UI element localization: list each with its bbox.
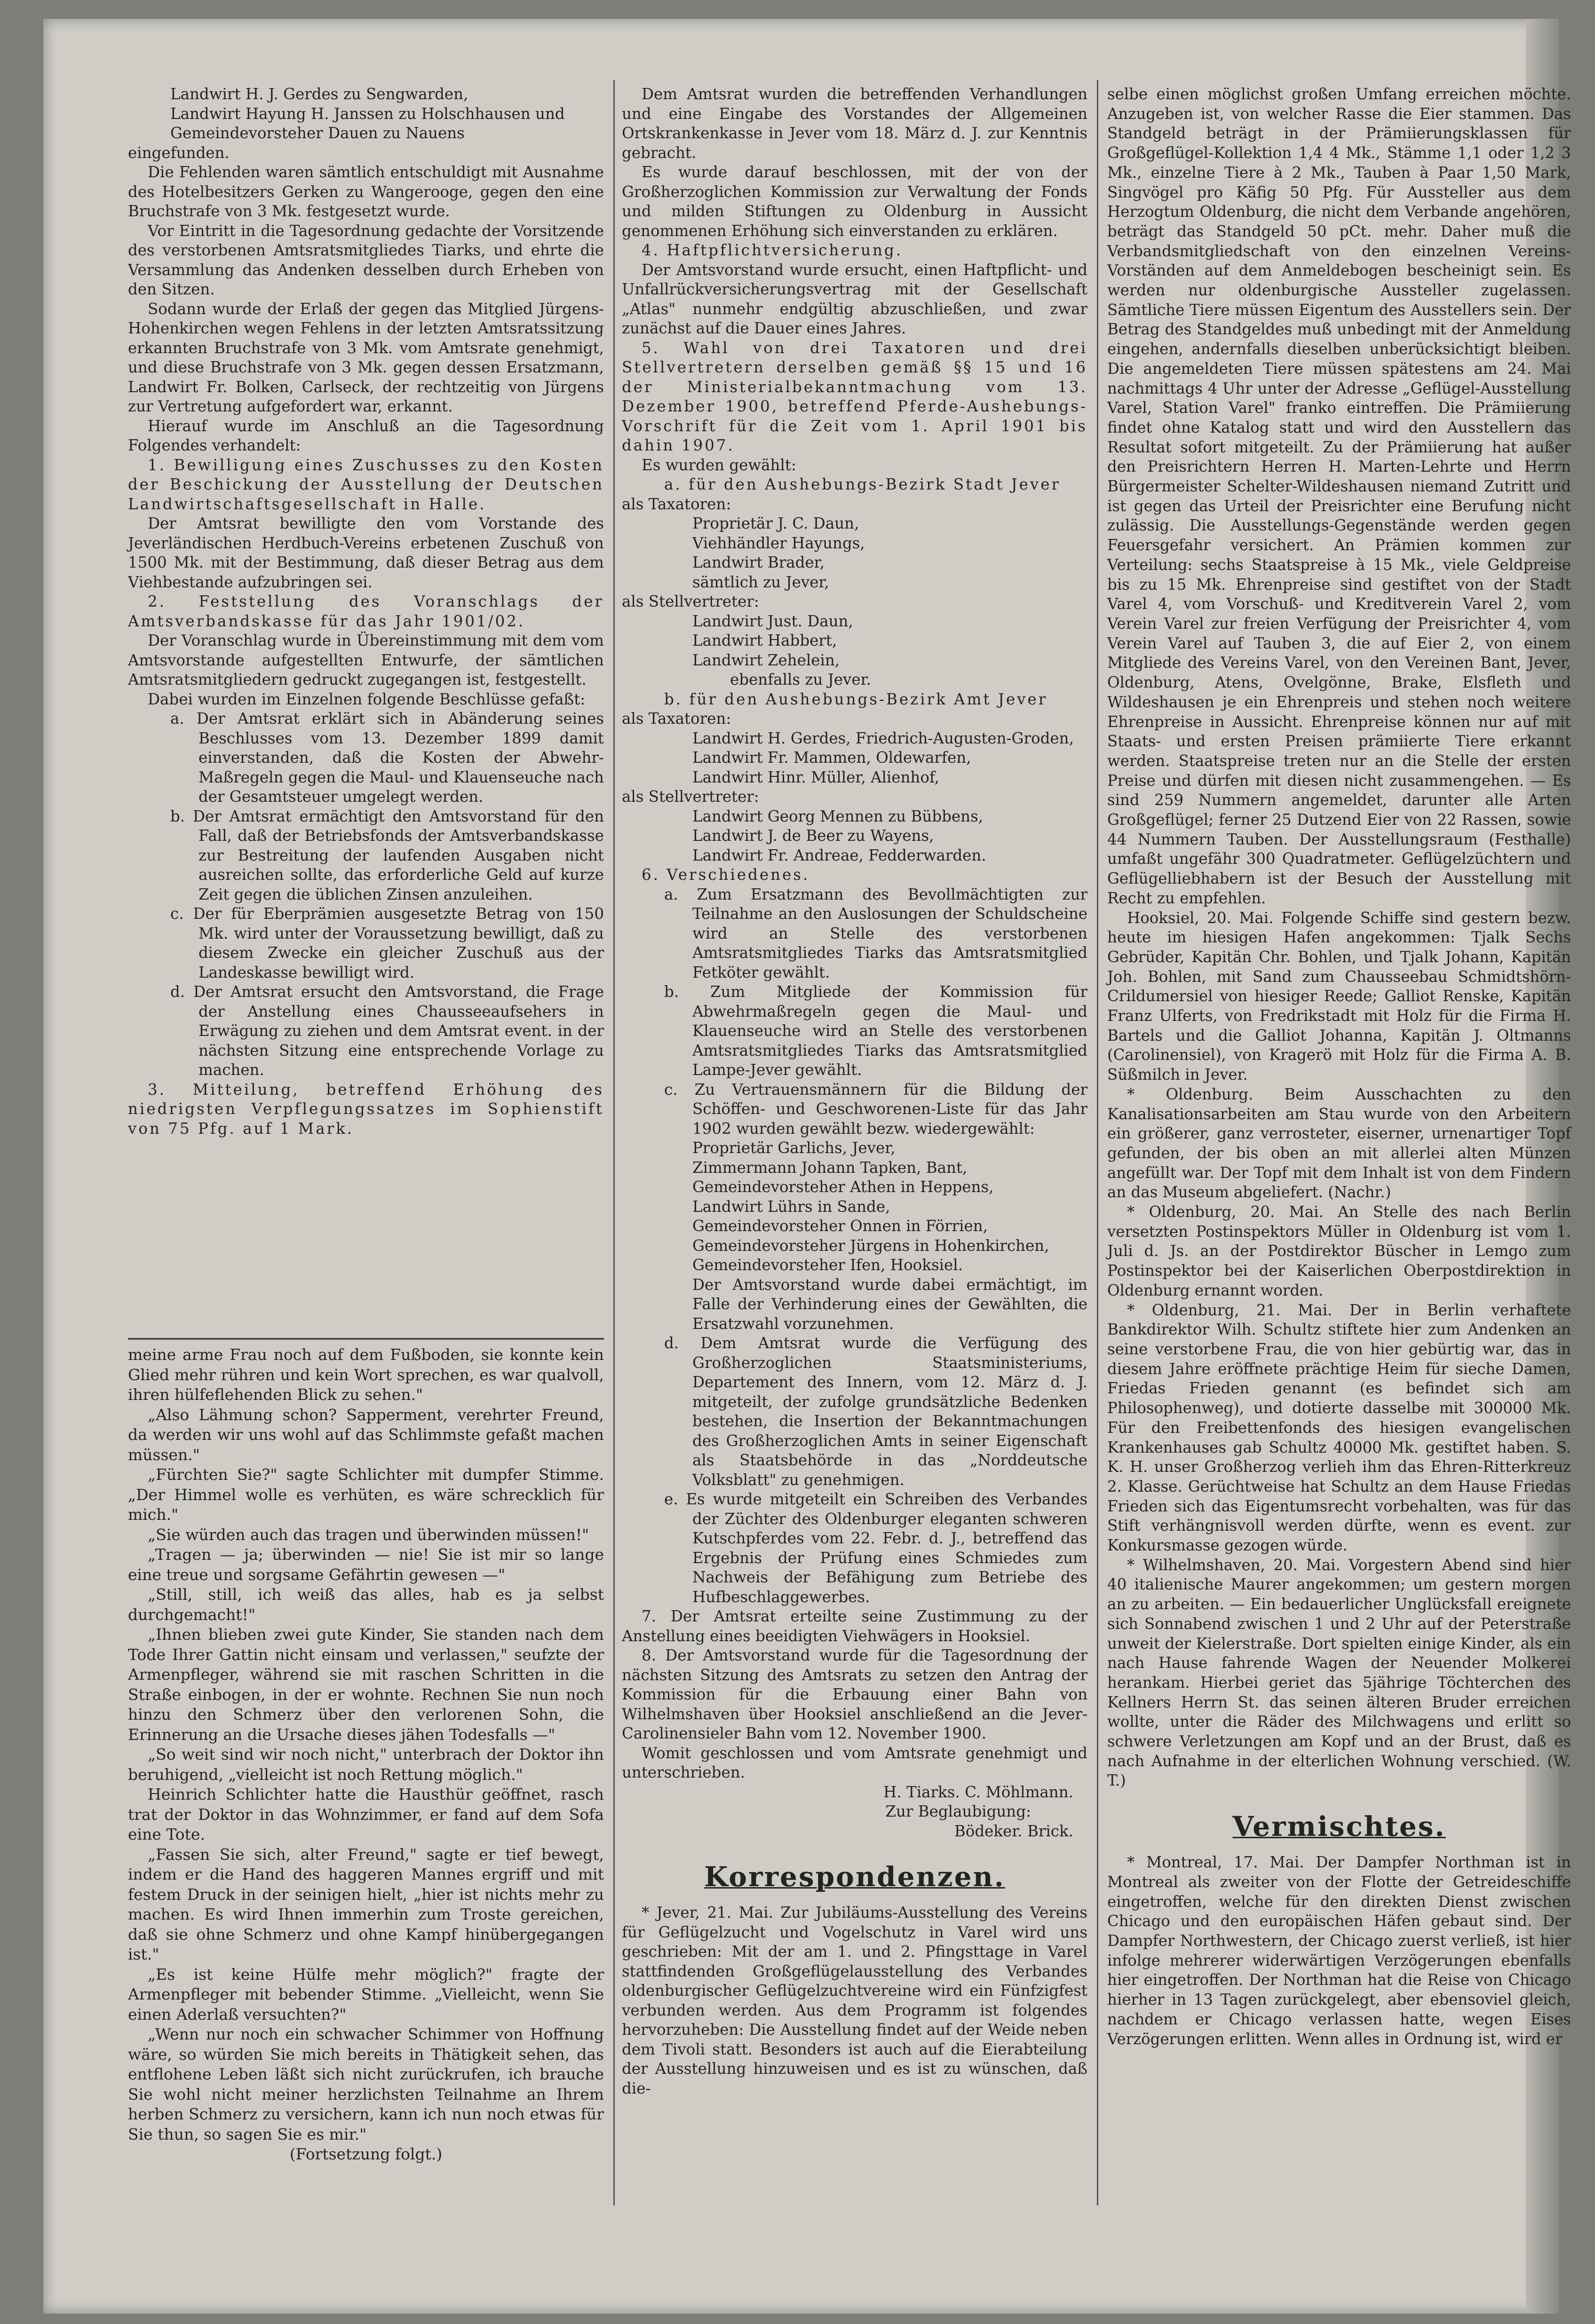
attendee-line: Landwirt H. J. Gerdes zu Sengwarden, xyxy=(170,85,468,103)
paragraph: Hierauf wurde im Anschluß an die Tagesordnung Folgendes verhandelt: xyxy=(128,417,604,454)
name-line: Landwirt H. Gerdes, Friedrich-Augusten-Groden, xyxy=(692,729,1074,747)
signature-line: H. Tiarks. C. Möhlmann. xyxy=(883,1783,1073,1801)
name-line: Landwirt Zehelein, xyxy=(692,651,840,669)
paragraph: selbe einen möglichst großen Umfang erreichen möchte. Anzugeben ist, von welcher Rasse die Eier stammen. Das Standgeld beträgt in der Prämiierungsklassen für Großgeflügel-Kollektion 1,4 4 Mk., Stämme 1,1 oder 1,2 3 Mk., einzelne Tiere à 2 Mk., Tauben à Paar 1,50 Mark, Singvögel pro Käfig 50 Pfg. Für Aussteller aus dem Herzogtum Oldenburg, die nicht dem Verbande angehören, beträgt das Standgeld 50 pCt. mehr. Daher muß die Verbandsmitgliedschaft von den einzelnen Vereins-Vorständen auf dem Anmeldebogen bescheinigt sein. Es werden nur oldenburgische Aussteller zugelassen. Sämtliche Tiere müssen Eigentum des Ausstellers sein. Der Betrag des Standgeldes muß unbedingt mit der Anmeldung eingehen, andernfalls dieselben unberücksichtigt bleiben. Die angemeldeten Tiere müssen spätestens am 24. Mai nachmittags 4 Uhr unter der Adresse „Geflügel-Ausstellung Varel, Station Varel" franko eintreffen. Die Prämiierung findet ohne Katalog statt und wird den Ausstellern das Resultat sofort mitgeteilt. Zu der Prämiierung hat außer den Preisrichtern Herren H. Marten-Lehrte und Herrn Bürgermeister Schelter-Wildeshausen niemand Zutritt und ist gegen das Urteil der Preisrichter eine Berufung nicht zulässig. Die Ausstellungs-Gegenstände werden gegen Feuersgefahr versichert. An Prämien kommen zur Verteilung: sechs Staatspreise à 15 Mk., viele Geldpreise bis zu 15 Mk. Ehrenpreise sind gestiftet von der Stadt Varel 4, vom Vorschuß- und Kreditverein Varel 2, vom Verein Varel zur freien Verfügung der Preisrichter 4, vom Verein Varel auf Tauben 3, die auf Eier 2, von einem Mitgliede des Vereins Varel, von den Vereinen Bant, Jever, Oldenburg, Atens, Ovelgönne, Brake, Elsfleth und Wildeshausen je ein Ehrenpreis und stehen noch weitere Ehrenpreise in Aussicht. Ehrenpreise können nur auf mit Staats- und ersten Preisen prämiierte Tiere erkannt werden. Staatspreise treten nur an die Stelle der ersten Preise und dürfen mit diesen nicht zusammengehen. — Es sind 259 Nummern angemeldet, darunter alle Arten Großgeflügel; ferner 25 Dutzend Eier von 22 Rassen, sowie 44 Nummern Tauben. Der Ausstellungsraum (Festhalle) umfaßt ungefähr 300 Quadratmeter. Geflügelzüchtern und Geflügelliebhabern ist der Besuch der Ausstellung mit Recht zu empfehlen. xyxy=(1107,85,1571,907)
paragraph: Sodann wurde der Erlaß der gegen das Mitglied Jürgens-Hohenkirchen wegen Fehlens in der letzten Amtsratssitzung erkannten Bruchstrafe von 3 Mk. vom Amtsrate genehmigt, und diese Bruchstrafe von 3 Mk. gegen dessen Ersatzmann, Landwirt Fr. Bolken, Carlseck, der rechtzeitig von Jürgens zur Vertretung aufgefordert war, erkannt. xyxy=(128,300,604,415)
news-item-oldenburg: * Oldenburg, 21. Mai. Der in Berlin verhaftete Bankdirektor Wilh. Schultz stiftete hier zum Andenken an seine verstorbene Frau, die von hier gebürtig war, das in diesem Jahre eröffnete prächtige Heim für sieche Damen, Friedas Frieden genannt (es befindet sich am Philosophenweg), und dotierte dasselbe mit 300000 Mk. Für den Freibettenfonds des hiesigen evangelischen Krankenhauses gab Schultz 40000 Mk. gestiftet haben. S. K. H. unser Großherzog verlieh ihm das Ehren-Ritterkreuz 2. Klasse. Gerüchtweise hat Schultz an dem Hause Friedas Frieden sich das Eigentumsrecht vorbehalten, was für das Stift verhängnisvoll werden dürfte, wenn es event. zur Konkursmasse gezogen würde. xyxy=(1107,1301,1571,1555)
district-heading: b. für den Aushebungs-Bezirk Amt Jever xyxy=(664,690,1048,708)
paragraph: Der Amtsvorstand wurde ersucht, einen Haftpflicht- und Unfallrückversicherungsvertrag mit der Gesellschaft „Atlas" nunmehr endgültig abzuschließen, und zwar zunächst auf die Dauer eines Jahres. xyxy=(622,261,1087,337)
name-line: Proprietär J. C. Daun, xyxy=(692,514,859,532)
paragraph: Es wurde darauf beschlossen, mit der von der Großherzoglichen Kommission zur Verwaltung der Fonds und milden Stiftungen zu Oldenburg in Aussicht genommenen Erhöhung sich einverstanden zu erklären. xyxy=(622,163,1087,240)
paragraph: „Ihnen blieben zwei gute Kinder, Sie standen nach dem Tode Ihrer Gattin nicht einsam und verlassen," seufzte der Armenpfleger, während sie mit raschen Schritten in die Straße einbogen, in der er wohnte. Rechnen Sie nun noch hinzu den Schmerz über den verlorenen Sohn, die Erinnerung an die Ursache dieses jähen Todesfalls —" xyxy=(128,1625,604,1744)
paragraph: Womit geschlossen und vom Amtsrate genehmigt und unterschrieben. xyxy=(622,1744,1087,1781)
name-line: Gemeindevorsteher Ifen, Hooksiel. xyxy=(692,1256,963,1274)
name-line: Landwirt Fr. Mammen, Oldewarfen, xyxy=(692,749,971,767)
paragraph: Dabei wurden im Einzelnen folgende Beschlüsse gefaßt: xyxy=(148,690,586,708)
group-label: als Stellvertreter: xyxy=(622,593,759,610)
paragraph: Dem Amtsrat wurden die betreffenden Verhandlungen und eine Eingabe des Vorstandes der Allgemeinen Ortskrankenkasse in Jever vom 18. März d. J. zur Kenntnis gebracht. xyxy=(622,85,1087,162)
resolution-item: a. Der Amtsrat erklärt sich in Abänderung seines Beschlusses vom 13. Dezember 1899 damit einverstanden, daß die Kosten der Abwehr-Maßregeln gegen die Maul- und Klauenseuche nach der Gesamtsteuer umgelegt werden. xyxy=(170,710,604,806)
resolution-item: b. Zum Mitgliede der Kommission für Abwehrmaßregeln gegen die Maul- und Klauenseuche wird an Stelle des verstorbenen Amtsratsmitgliedes Tiarks das Amtsratsmitglied Lampe-Jever gewählt. xyxy=(664,983,1087,1079)
name-line: Landwirt Georg Mennen zu Bübbens, xyxy=(692,807,984,825)
paragraph: Der Amtsvorstand wurde dabei ermächtigt, im Falle der Verhinderung eines der Gewählten, die Ersatzwahl vorzunehmen. xyxy=(692,1275,1087,1333)
name-line: Landwirt Lührs in Sande, xyxy=(692,1197,890,1216)
name-line: Viehhändler Hayungs, xyxy=(692,534,865,552)
resolution-item: d. Der Amtsrat ersucht den Amtsvorstand, die Frage der Anstellung eines Chausseeaufsehers in Erwägung zu ziehen und dem Amtsrat event. in der nächsten Sitzung eine entsprechende Vorlage zu machen. xyxy=(170,983,604,1079)
paragraph: Der Voranschlag wurde in Übereinstimmung mit dem vom Amtsvorstande aufgestellten Entwurfe, der sämtlichen Amtsratsmitgliedern gedruckt zugegangen ist, festgestellt. xyxy=(128,632,604,688)
group-label: als Taxatoren: xyxy=(622,710,731,727)
name-line: Landwirt Hinr. Müller, Alienhof, xyxy=(692,768,940,786)
section-rule xyxy=(128,1338,604,1340)
paragraph: „Also Lähmung schon? Sapperment, verehrter Freund, da werden wir uns wohl auf das Schlimmste gefaßt machen müssen." xyxy=(128,1405,604,1464)
paragraph: eingefunden. xyxy=(128,143,230,162)
paragraph: Es wurden gewählt: xyxy=(642,456,796,474)
agenda-item: 4. Haftpflichtversicherung. xyxy=(642,241,903,259)
agenda-item: 3. Mitteilung, betreffend Erhöhung des niedrigsten Verpflegungssatzes im Sophienstift von 75 Pfg. auf 1 Mark. xyxy=(128,1080,604,1138)
news-item-hooksiel: Hooksiel, 20. Mai. Folgende Schiffe sind gestern bezw. heute im hiesigen Hafen angekommen: Tjalk Sechs Gebrüder, Kapitän Chr. Bohlen, und Tjalk Johann, Kapitän Joh. Bohlen, mit Sand zum Chausseebau Schmidtshörn-Crildumersiel von hiesiger Reede; Galliot Renske, Kapitän Franz Ulferts, von Fredrikstadt mit Holz für die Firma H. Bartels und die Galliot Johanna, Kapitän J. Oltmanns (Carolinensiel), von Kragerö mit Holz für die Firma A. B. Süßmilch in Jever. xyxy=(1107,909,1571,1084)
name-line: sämtlich zu Jever, xyxy=(692,573,829,591)
resolution-item: a. Zum Ersatzmann des Bevollmächtigten zur Teilnahme an den Auslosungen der Schuldscheine wird an Stelle des verstorbenen Amtsratsmitgliedes Tiarks das Amtsratsmitglied Fetköter gewählt. xyxy=(664,885,1087,981)
signature-line: Zur Beglaubigung: xyxy=(885,1802,1031,1820)
paragraph: Die Fehlenden waren sämtlich entschuldigt mit Ausnahme des Hotelbesitzers Gerken zu Wangerooge, gegen den eine Bruchstrafe von 3 Mk. festgesetzt wurde. xyxy=(128,163,604,220)
resolution-item: c. Der für Eberprämien ausgesetzte Betrag von 150 Mk. wird unter der Voraussetzung bewilligt, daß zu diesem Zwecke ein gleicher Zuschuß aus der Landeskasse bewilligt wird. xyxy=(170,905,604,981)
news-item-jever: * Jever, 21. Mai. Zur Jubiläums-Ausstellung des Vereins für Geflügelzucht und Vogelschutz in Varel wird uns geschrieben: Mit der am 1. und 2. Pfingsttage in Varel stattfindenden Großgeflügelausstellung des Verbandes oldenburgischer Geflügelzuchtvereine wird ein Fünfzigfest verbunden werden. Aus dem Programm ist folgendes hervorzuheben: Die Ausstellung findet auf der Weide neben dem Tivoli statt. Besonders ist auch auf die Eierabteilung der Ausstellung hinzuweisen und es ist zu wünschen, daß die- xyxy=(622,1904,1087,2097)
attendee-line: Gemeindevorsteher Dauen zu Nauens xyxy=(170,124,465,142)
serial-novel xyxy=(128,1345,604,2165)
paragraph: 8. Der Amtsvorstand wurde für die Tagesordnung der nächsten Sitzung des Amtsrats zu setzen den Antrag der Kommission für die Erbauung einer Bahn von Wilhelmshaven über Hooksiel anschließend an die Jever-Carolinensieler Bahn vom 12. November 1900. xyxy=(622,1646,1087,1742)
agenda-item: 1. Bewilligung eines Zuschusses zu den Kosten der Beschickung der Ausstellung der Deutschen Landwirtschaftsgesellschaft in Halle. xyxy=(128,456,604,513)
news-item-montreal: * Montreal, 17. Mai. Der Dampfer Northman ist in Montreal als zweiter von der Flotte der Getreideschiffe eingetroffen, welche für den direkten Dienst zwischen Chicago und den europäischen Häfen gebaut sind. Der Dampfer Northwestern, der Chicago zuerst verließ, ist hier infolge mehrerer widerwärtigen Verzögerungen ebenfalls hier eingetroffen. Der Northman hat die Reise von Chicago hierher in 13 Tagen zurückgelegt, aber ebensoviel gleich, nachdem er Chicago verlassen hatte, wegen Eises Verzögerungen erlitten. Wenn alles in Ordnung ist, wird er xyxy=(1107,1853,1571,2048)
district-heading: a. für den Aushebungs-Bezirk Stadt Jever xyxy=(664,475,1061,493)
column-divider-left xyxy=(613,80,615,2205)
column-3 xyxy=(1107,85,1571,2049)
name-line: Gemeindevorsteher Onnen in Förrien, xyxy=(692,1217,988,1235)
name-line: Gemeindevorsteher Athen in Heppens, xyxy=(692,1178,994,1196)
newspaper-page xyxy=(43,19,1571,2314)
continuation-note: (Fortsetzung folgt.) xyxy=(289,2145,443,2163)
paragraph: Vor Eintritt in die Tagesordnung gedachte der Vorsitzende des verstorbenen Amtsratsmitgliedes Tiarks, und ehrte die Versammlung das Andenken desselben durch Erheben von den Sitzen. xyxy=(128,221,604,298)
resolution-item: b. Der Amtsrat ermächtigt den Amtsvorstand für den Fall, daß der Betriebsfonds der Amtsverbandskasse zur Bestreitung der laufenden Ausgaben nicht ausreichen sollte, das erforderliche Geld auf kurze Zeit gegen die üblichen Zinsen anzuleihen. xyxy=(170,807,604,903)
agenda-item: 6. Verschiedenes. xyxy=(642,866,810,884)
name-line: Zimmermann Johann Tapken, Bant, xyxy=(692,1158,968,1177)
paragraph: „So weit sind wir noch nicht," unterbrach der Doktor ihn beruhigend, „vielleicht ist noch Rettung möglich." xyxy=(128,1745,604,1784)
column-2 xyxy=(622,85,1087,2098)
resolution-item: c. Zu Vertrauensmännern für die Bildung der Schöffen- und Geschworenen-Liste für das Jahr 1902 wurden gewählt bezw. wiedergewählt: xyxy=(664,1080,1087,1138)
paragraph: Der Amtsrat bewilligte den vom Vorstande des Jeverländischen Herdbuch-Vereins erbetenen Zuschuß von 1500 Mk. mit der Bestimmung, daß dieser Betrag aus dem Viehbestande aufzubringen sei. xyxy=(128,514,604,591)
paragraph: „Fürchten Sie?" sagte Schlichter mit dumpfer Stimme. „Der Himmel wolle es verhüten, es wäre schrecklich für mich." xyxy=(128,1465,604,1524)
name-line: Proprietär Garlichs, Jever, xyxy=(692,1139,896,1157)
paragraph: „Wenn nur noch ein schwacher Schimmer von Hoffnung wäre, so würden Sie mich bereits in Thätigkeit sehen, das entflohene Leben läßt sich nicht zurückrufen, ich brauche Sie wohl nicht meiner herzlichsten Teilnahme an Ihrem herben Schmerz zu versichern, kann ich nun noch etwas für Sie thun, so sagen Sie es mir." xyxy=(128,2025,604,2143)
column-1 xyxy=(128,85,604,1138)
name-line: Landwirt Just. Daun, xyxy=(692,612,853,630)
agenda-item: 5. Wahl von drei Taxatoren und drei Stellvertretern derselben gemäß §§ 15 und 16 der Ministerialbekanntmachung vom 13. Dezember 1900, betreffend Pferde-Aushebungs-Vorschrift für die Zeit vom 1. April 1901 bis dahin 1907. xyxy=(622,339,1087,454)
paragraph: meine arme Frau noch auf dem Fußboden, sie konnte kein Glied mehr rühren und kein Wort sprechen, es war qualvoll, ihren hülfeflehenden Blick zu sehen." xyxy=(128,1345,604,1404)
name-line: Landwirt Habbert, xyxy=(692,632,837,649)
name-line: Gemeindevorsteher Jürgens in Hohenkirchen, xyxy=(692,1236,1049,1255)
news-item-oldenburg: * Oldenburg. Beim Ausschachten zu den Kanalisationsarbeiten am Stau wurde von den Arbeitern ein größerer, ganz verrosteter, eiserner, urnenartiger Topf gefunden, der bis oben an mit allerlei alten Münzen angefüllt war. Der Topf mit dem Inhalt ist von dem Findern an das Museum abgeliefert. (Nachr.) xyxy=(1107,1085,1571,1202)
paragraph: „Es ist keine Hülfe mehr möglich?" fragte der Armenpfleger mit bebender Stimme. „Vielleicht, wenn Sie einen Aderlaß versuchten?" xyxy=(128,1965,604,2024)
paragraph: „Sie würden auch das tragen und überwinden müssen!" xyxy=(148,1525,589,1544)
column-divider-right xyxy=(1097,80,1098,2205)
attendee-line: Landwirt Hayung H. Janssen zu Holschhausen und xyxy=(170,104,565,123)
name-line: Landwirt Brader, xyxy=(692,553,825,571)
name-line: Landwirt Fr. Andreae, Fedderwarden. xyxy=(692,846,986,864)
name-line: Landwirt J. de Beer zu Wayens, xyxy=(692,827,934,845)
agenda-item: 2. Feststellung des Voranschlags der Amtsverbandskasse für das Jahr 1901/02. xyxy=(128,593,604,630)
group-label: als Stellvertreter: xyxy=(622,788,759,806)
signature-line: Bödeker. Brick. xyxy=(954,1822,1073,1840)
group-label: als Taxatoren: xyxy=(622,495,731,513)
news-item-oldenburg: * Oldenburg, 20. Mai. An Stelle des nach Berlin versetzten Postinspektors Müller in Oldenburg ist vom 1. Juli d. Js. an der Postdirektor Büscher in Lemgo zum Postinspektor bei der Kaiserlichen Oberpostdirektion in Oldenburg ernannt worden. xyxy=(1107,1203,1571,1299)
name-line: ebenfalls zu Jever. xyxy=(730,671,871,688)
resolution-item: e. Es wurde mitgeteilt ein Schreiben des Verbandes der Züchter des Oldenburger eleganten schweren Kutschpferdes vom 22. Febr. d. J., betreffend das Ergebnis der Prüfung eines Schmiedes zum Nachweis der Befähigung zum Betriebe des Hufbeschlaggewerbes. xyxy=(664,1490,1087,1606)
paragraph: „Tragen — ja; überwinden — nie! Sie ist mir so lange eine treue und sorgsame Gefährtin gewesen —" xyxy=(128,1545,604,1584)
section-heading-korrespondenzen: Korrespondenzen. xyxy=(704,1861,1005,1893)
paragraph: „Fassen Sie sich, alter Freund," sagte er tief bewegt, indem er die Hand des haggeren Mannes ergriff und mit festem Druck in der seinigen hielt, „hier ist nichts mehr zu machen. Es wird Ihnen immerhin zum Troste gereichen, daß sie ohne Schmerz und ohne Kampf hinübergegangen ist." xyxy=(128,1845,604,1963)
paragraph: Heinrich Schlichter hatte die Hausthür geöffnet, rasch trat der Doktor in das Wohnzimmer, er fand auf dem Sofa eine Tote. xyxy=(128,1785,604,1843)
paragraph: „Still, still, ich weiß das alles, hab es ja selbst durchgemacht!" xyxy=(128,1585,604,1624)
paragraph: 7. Der Amtsrat erteilte seine Zustimmung zu der Anstellung eines beeidigten Viehwägers in Hooksiel. xyxy=(622,1607,1087,1645)
section-heading-vermischtes: Vermischtes. xyxy=(1232,1810,1446,1843)
news-item-wilhelmshaven: * Wilhelmshaven, 20. Mai. Vorgestern Abend sind hier 40 italienische Maurer angekommen; um gestern morgen an zu arbeiten. — Ein bedauerlicher Unglücksfall ereignete sich Sonnabend zwischen 1 und 2 Uhr auf der Peterstraße unweit der Kielerstraße. Dort spielten einige Kinder, als ein nach Hause fahrende Wagen der Neuender Molkerei herankam. Hierbei geriet das 5jährige Töchterchen des Kellners Herrn St. das seinen älteren Bruder erreichen wollte, unter die Räder des Milchwagens und erlitt so schwere Verletzungen am Kopf und an der Brust, daß es nach Aufnahme in der elterlichen Wohnung verschied. (W. T.) xyxy=(1107,1556,1571,1790)
resolution-item: d. Dem Amtsrat wurde die Verfügung des Großherzoglichen Staatsministeriums, Departement des Innern, vom 12. März d. J. mitgeteilt, der zufolge grundsätzliche Bedenken bestehen, die Insertion der Bekanntmachungen des Großherzoglichen Amts in seiner Eigenschaft als Staatsbehörde in das „Norddeutsche Volksblatt" zu genehmigen. xyxy=(664,1334,1087,1489)
